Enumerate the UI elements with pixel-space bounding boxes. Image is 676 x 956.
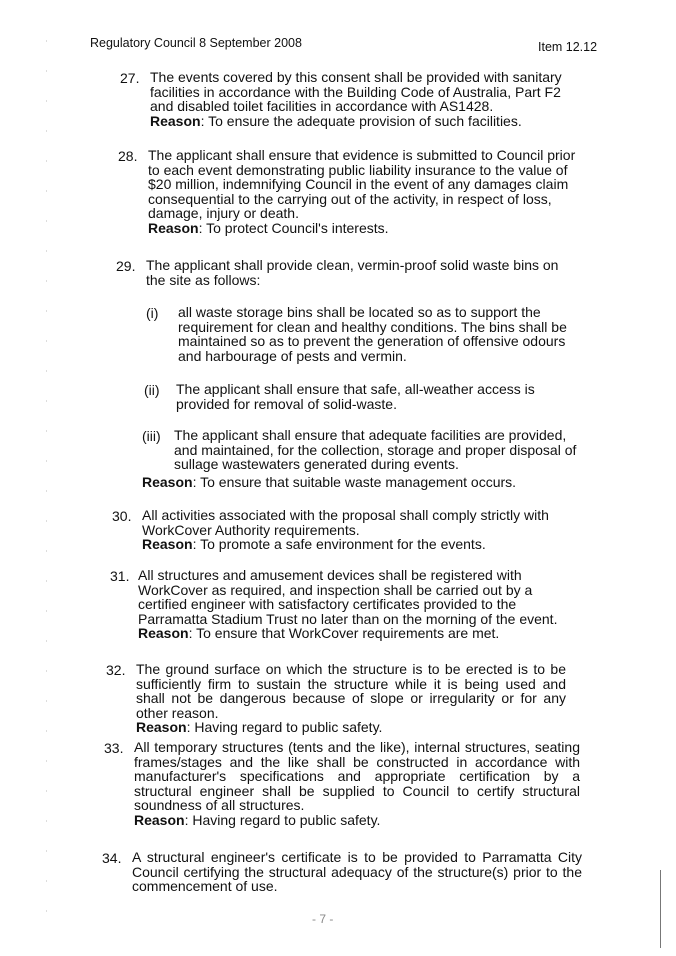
- condition-reason: [138, 626, 570, 641]
- condition-number: 31.: [110, 568, 130, 584]
- reason-label: Reason: [142, 474, 193, 490]
- reason-text: : To protect Council's interests.: [198, 219, 389, 236]
- reason-label: Reason: [134, 811, 185, 828]
- condition-text: The applicant shall provide clean, vermin-proof solid waste bins on the site as follows:: [146, 257, 559, 288]
- subcondition-numeral: (iii): [142, 428, 161, 444]
- scan-edge-line: [660, 870, 661, 948]
- reason-label: Reason: [136, 719, 187, 736]
- reason-text: : To promote a safe environment for the events.: [192, 536, 486, 553]
- header-item-number: Item 12.12: [538, 40, 598, 54]
- header-left: Regulatory Council 8 September 2008: [90, 36, 302, 50]
- condition-text: All activities associated with the proposal shall comply strictly with WorkCover Authority requirements.: [142, 507, 549, 538]
- scan-margin-marks: [46, 40, 47, 920]
- subcondition-text: all waste storage bins shall be located so as to support the requirement for clean and healthy conditions. The bins shall be maintained so as to prevent the generation of offensive odours and harbourage of pests and vermin.: [178, 304, 567, 364]
- condition-number: 33.: [104, 740, 124, 756]
- subcondition-numeral: (i): [146, 305, 159, 321]
- condition-reason: [134, 813, 580, 828]
- reason-text: : To ensure that suitable waste management occurs.: [192, 474, 517, 490]
- subcondition-numeral: (ii): [144, 382, 160, 398]
- reason-text: : Having regard to public safety.: [184, 811, 381, 828]
- condition-reason: [136, 720, 566, 735]
- reason-label: Reason: [142, 536, 193, 553]
- subcondition-text: The applicant shall ensure that safe, all-weather access is provided for removal of solid-waste.: [176, 381, 535, 412]
- reason-label: Reason: [150, 112, 201, 129]
- condition-text: The events covered by this consent shall be provided with sanitary facilities in accordance with the Building Code of Australia, Part F2 and disabled toilet facilities in accordance with AS1428.: [150, 69, 562, 115]
- condition-number: 30.: [112, 508, 132, 524]
- subcondition-text: The applicant shall ensure that adequate facilities are provided, and maintained, for the collection, storage and proper disposal of sullage wastewaters generated during events.: [174, 427, 577, 473]
- page-number: - 7 -: [312, 912, 334, 926]
- reason-text: : To ensure the adequate provision of such facilities.: [200, 112, 522, 129]
- condition-text: The applicant shall ensure that evidence is submitted to Council prior to each event demonstrating public liability insurance to the value of $20 million, indemnifying Council in the event of any damages claim consequential to the carrying out of the activity, in respect of loss, damage, injury or death.: [148, 147, 576, 222]
- reason-label: Reason: [138, 625, 189, 642]
- condition-text: All structures and amusement devices shall be registered with WorkCover as required, and inspection shall be carried out by a certified engineer with satisfactory certificates provided to the Parramatta Stadium Trust no later than on the morning of the event.: [138, 567, 558, 627]
- reason-text: : Having regard to public safety.: [186, 719, 383, 736]
- condition-number: 28.: [118, 148, 138, 164]
- condition-reason: [150, 114, 580, 129]
- condition-reason: [142, 537, 572, 552]
- condition-reason: [148, 221, 578, 236]
- condition-number: 29.: [116, 258, 136, 274]
- condition-text: The ground surface on which the structure is to be erected is to be sufficiently firm to sustain the structure while it is being used and shall not be dangerous because of slope or irregularity or for any other reason.: [136, 661, 566, 721]
- condition-number: 27.: [120, 70, 140, 86]
- condition-number: 32.: [106, 662, 126, 678]
- condition-text: All temporary structures (tents and the like), internal structures, seating frames/stages and the like shall be constructed in accordance with manufacturer's specifications and appropriate certification by a structural engineer shall be supplied to Council to certify structural soundness of all structures.: [134, 739, 580, 814]
- reason-label: Reason: [148, 219, 199, 236]
- condition-text: A structural engineer's certificate is to be provided to Parramatta City Council certifying the structural adequacy of the structure(s) prior to the commencement of use.: [132, 849, 582, 895]
- condition-number: 34.: [102, 850, 122, 866]
- condition-29-reason: [142, 475, 516, 490]
- reason-text: : To ensure that WorkCover requirements are met.: [188, 625, 500, 642]
